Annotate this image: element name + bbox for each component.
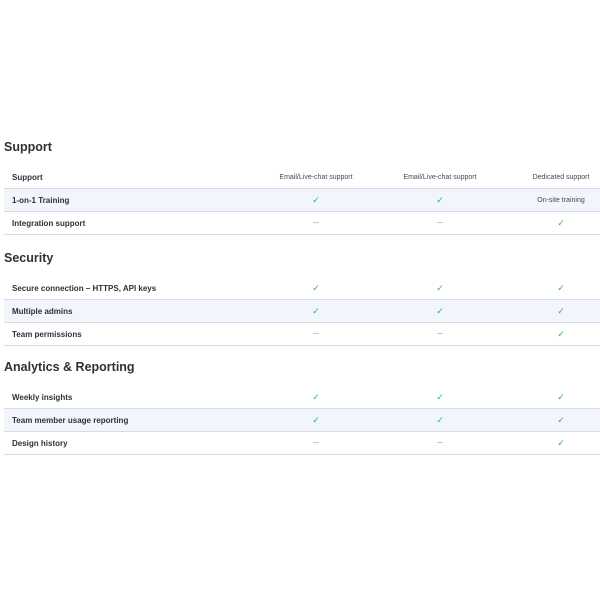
row-label: Secure connection – HTTPS, API keys [12, 283, 157, 293]
plan-1-value: Email/Live-chat support [279, 173, 353, 181]
dash-icon [313, 442, 319, 443]
plan-2-value [378, 331, 502, 338]
plan-3-value [502, 330, 600, 339]
row-label: Multiple admins [12, 306, 73, 316]
plan-1-value [254, 284, 378, 293]
dash-icon [437, 442, 443, 443]
check-icon: ✓ [557, 414, 565, 425]
section-security [4, 249, 600, 346]
table-row [4, 432, 600, 455]
plan-1-value [254, 196, 378, 205]
dash-icon [313, 222, 319, 223]
table-row [4, 386, 600, 409]
plan-1-value [254, 331, 378, 338]
plan-3-value [502, 439, 600, 448]
check-icon: ✓ [557, 328, 565, 339]
check-icon: ✓ [312, 282, 320, 293]
plan-2-value [378, 307, 502, 316]
check-icon: ✓ [557, 217, 565, 228]
dash-icon [437, 222, 443, 223]
check-icon: ✓ [557, 282, 565, 293]
plan-2-value: Email/Live-chat support [403, 173, 477, 181]
row-label: Weekly insights [12, 392, 73, 402]
row-label: Integration support [12, 218, 86, 228]
plan-2-value [378, 440, 502, 447]
check-icon: ✓ [436, 414, 444, 425]
dash-icon [437, 333, 443, 334]
plan-3-value [502, 284, 600, 293]
plan-3-value [502, 393, 600, 402]
plan-1-value [254, 220, 378, 227]
plan-2-value [378, 196, 502, 205]
check-icon: ✓ [436, 194, 444, 205]
plan-2-value [378, 220, 502, 227]
plan-2-value [378, 393, 502, 402]
check-icon: ✓ [312, 305, 320, 316]
plan-3-value [502, 416, 600, 425]
check-icon: ✓ [557, 437, 565, 448]
check-icon: ✓ [312, 414, 320, 425]
check-icon: ✓ [436, 305, 444, 316]
check-icon: ✓ [312, 391, 320, 402]
plan-3-value: On-site training [537, 196, 585, 204]
check-icon: ✓ [436, 282, 444, 293]
section-support [4, 138, 600, 235]
plan-3-value: Dedicated support [532, 173, 590, 181]
dash-icon [313, 333, 319, 334]
section-title-security: Security [4, 251, 54, 265]
plan-1-value [254, 416, 378, 425]
row-label: Team member usage reporting [12, 415, 129, 425]
plan-2-value [378, 284, 502, 293]
table-row [4, 409, 600, 432]
table-row [4, 277, 600, 300]
table-row [4, 300, 600, 323]
check-icon: ✓ [312, 194, 320, 205]
table-row [4, 323, 600, 346]
table-row [4, 189, 600, 212]
table-row [4, 212, 600, 235]
row-label: Support [12, 172, 43, 182]
check-icon: ✓ [557, 305, 565, 316]
row-label: Design history [12, 438, 68, 448]
plan-1-value [254, 393, 378, 402]
plan-3-value [502, 219, 600, 228]
row-label: Team permissions [12, 329, 82, 339]
plan-3-value [502, 307, 600, 316]
check-icon: ✓ [436, 391, 444, 402]
plan-2-value [378, 416, 502, 425]
section-title-analytics: Analytics & Reporting [4, 360, 135, 374]
section-title-support: Support [4, 140, 52, 154]
plan-1-value [254, 440, 378, 447]
table-row [4, 166, 600, 189]
check-icon: ✓ [557, 391, 565, 402]
section-analytics-reporting [4, 358, 600, 455]
plan-1-value [254, 307, 378, 316]
row-label: 1-on-1 Training [12, 195, 70, 205]
